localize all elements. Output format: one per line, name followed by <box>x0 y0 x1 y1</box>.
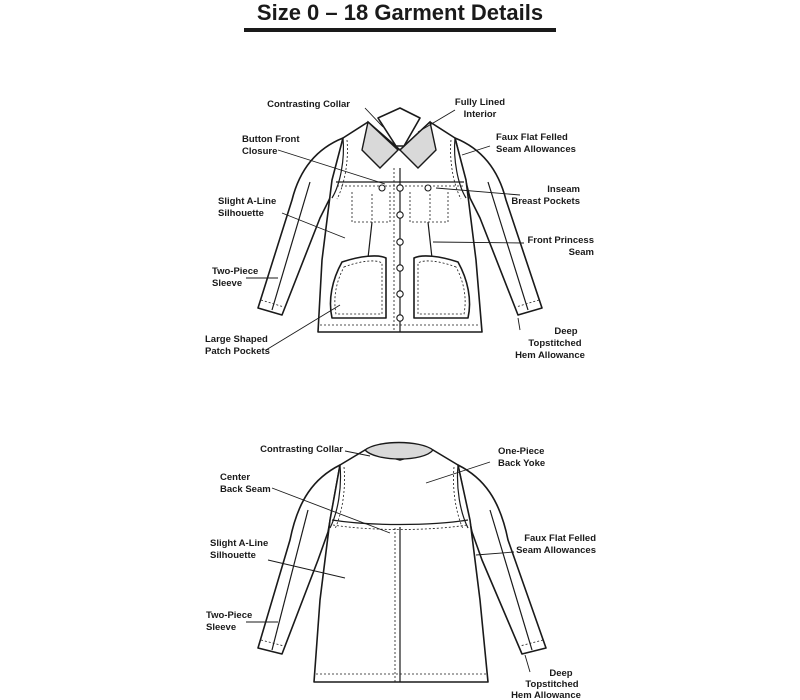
svg-text:Topstitched: Topstitched <box>525 679 579 690</box>
button-4 <box>397 265 403 271</box>
label-back-deep-hem: Deep <box>549 668 573 679</box>
svg-text:Patch Pockets: Patch Pockets <box>205 346 270 357</box>
label-back-slight-a-line: Slight A-Line <box>210 538 269 549</box>
svg-text:Silhouette: Silhouette <box>218 208 264 219</box>
label-fully-lined: Fully Lined <box>454 97 506 108</box>
label-back-two-piece-sleeve: Two-Piece <box>206 610 253 621</box>
label-slight-a-line: Slight A-Line <box>218 196 277 207</box>
label-back-faux-flat-felled: Faux Flat Felled <box>524 533 596 544</box>
label-center-back-seam: Center <box>220 472 251 483</box>
svg-text:Seam Allowances: Seam Allowances <box>516 545 596 556</box>
svg-text:Seam Allowances: Seam Allowances <box>496 144 576 155</box>
button-3 <box>397 239 403 245</box>
pocket-button-right <box>425 185 431 191</box>
label-back-contrasting-collar: Contrasting Collar <box>260 444 343 455</box>
back-jacket-drawing <box>258 443 546 683</box>
label-deep-hem: Deep <box>554 326 578 337</box>
svg-text:Topstitched: Topstitched <box>528 338 582 349</box>
svg-text:Back Yoke: Back Yoke <box>498 458 546 469</box>
page-title: Size 0 – 18 Garment Details <box>256 0 544 25</box>
label-front-princess-seam: Front Princess <box>527 235 594 246</box>
svg-text:Hem Allowance: Hem Allowance <box>515 350 585 361</box>
label-button-front: Button Front <box>242 134 300 145</box>
svg-text:Sleeve: Sleeve <box>212 278 243 289</box>
label-one-piece-back-yoke: One-Piece <box>498 446 545 457</box>
svg-text:Breast Pockets: Breast Pockets <box>511 196 580 207</box>
pocket-button-left <box>379 185 385 191</box>
svg-text:Silhouette: Silhouette <box>210 550 256 561</box>
svg-text:Closure: Closure <box>242 146 278 157</box>
button-5 <box>397 291 403 297</box>
button-2 <box>397 212 403 218</box>
svg-text:Interior: Interior <box>463 109 497 120</box>
button-1 <box>397 185 403 191</box>
label-patch-pockets: Large Shaped <box>205 334 268 345</box>
svg-text:Seam: Seam <box>568 247 594 258</box>
label-faux-flat-felled: Faux Flat Felled <box>496 132 568 143</box>
svg-text:Hem Allowance: Hem Allowance <box>511 690 581 700</box>
label-contrasting-collar: Contrasting Collar <box>267 99 350 110</box>
label-inseam-pockets: Inseam <box>547 184 580 195</box>
button-6 <box>397 315 403 321</box>
label-two-piece-sleeve: Two-Piece <box>212 266 259 277</box>
svg-text:Sleeve: Sleeve <box>206 622 237 633</box>
svg-text:Back Seam: Back Seam <box>220 484 271 495</box>
